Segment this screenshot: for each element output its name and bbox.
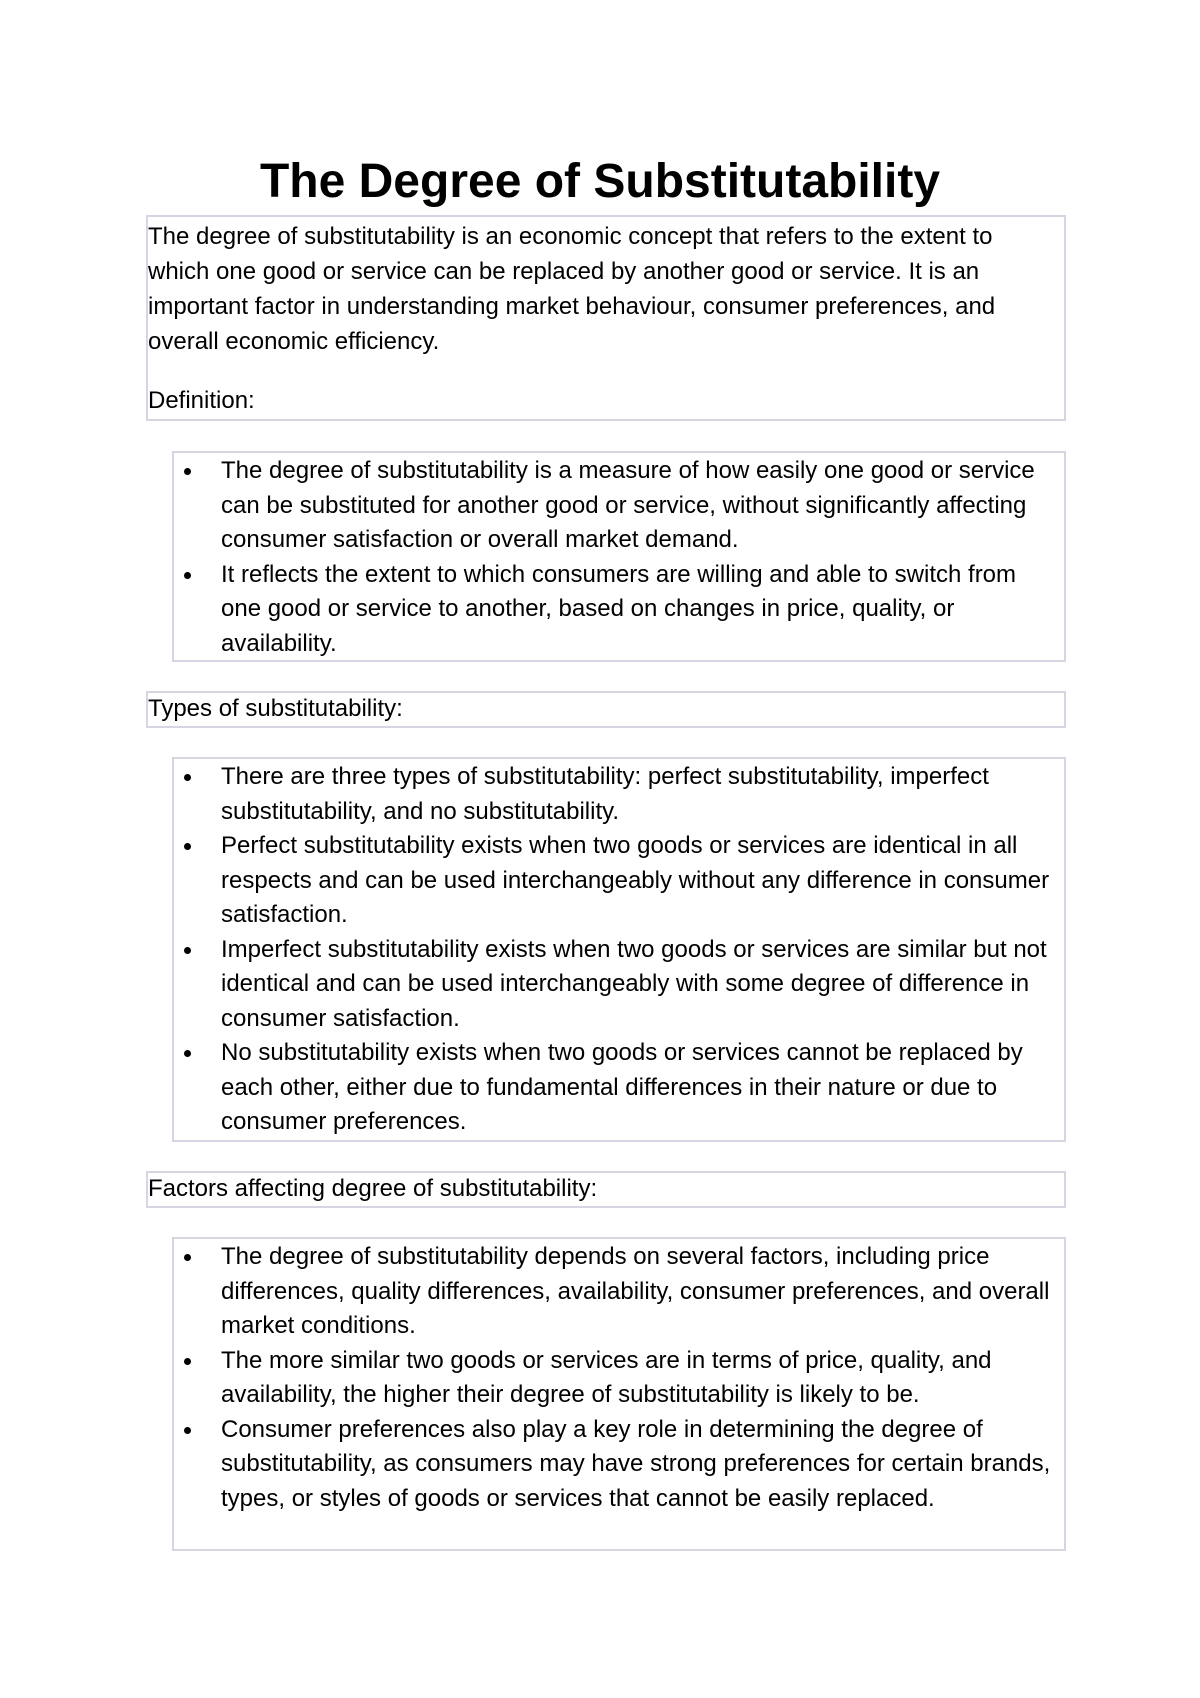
list-item-text: The more similar two goods or services are in terms of price, quality, and availability, the higher their degree of substitutability is likely to be. <box>221 1346 992 1408</box>
list-item-text: Imperfect substitutability exists when two goods or services are similar but not identical and can be used interchangeably with some degree of difference in consumer satisfaction. <box>221 935 1047 1032</box>
page-title: The Degree of Substitutability <box>259 155 941 208</box>
list-item <box>174 454 1060 558</box>
list-item-text: The degree of substitutability is a measure of how easily one good or service can be substituted for another good or service, without significantly affecting consumer satisfaction or overall market demand. <box>221 457 1035 553</box>
list-item <box>174 933 1060 1037</box>
definition-list <box>174 454 1060 661</box>
definition-label: Definition: <box>148 387 255 414</box>
list-item <box>174 760 1060 829</box>
list-item <box>174 829 1060 933</box>
list-item-text: It reflects the extent to which consumers are willing and able to switch from one good or service to another, based on changes in price, quality, or availability. <box>221 560 1017 657</box>
list-item <box>174 558 1060 662</box>
intro-paragraph: The degree of substitutability is an economic concept that refers to the extent to which one good or service can be replaced by another good or service. It is an important factor in understanding market behaviour, consumer preferences, and overall economic efficiency. <box>148 223 996 355</box>
bullet-icon <box>184 774 191 781</box>
bullet-icon <box>184 572 191 579</box>
types-heading-box <box>146 691 1066 728</box>
bullet-icon <box>184 1427 191 1434</box>
types-box <box>172 757 1066 1142</box>
bullet-icon <box>184 468 191 475</box>
list-item <box>174 1413 1060 1517</box>
bullet-icon <box>184 1050 191 1057</box>
list-item <box>174 1036 1060 1140</box>
intro-box <box>146 215 1066 421</box>
list-item-text: The degree of substitutability depends on several factors, including price differences, quality differences, availability, consumer preferences, and overall market conditions. <box>221 1243 1050 1339</box>
list-item-text: There are three types of substitutability: perfect substitutability, imperfect substitutability, and no substitutability. <box>221 763 989 825</box>
types-heading: Types of substitutability: <box>148 695 403 722</box>
bullet-icon <box>184 947 191 954</box>
bullet-icon <box>184 1254 191 1261</box>
factors-box <box>172 1237 1066 1551</box>
list-item <box>174 1344 1060 1413</box>
types-list <box>174 760 1060 1140</box>
list-item <box>174 1240 1060 1344</box>
bullet-icon <box>184 1358 191 1365</box>
list-item-text: No substitutability exists when two goods or services cannot be replaced by each other, either due to fundamental differences in their nature or due to consumer preferences. <box>221 1039 1023 1135</box>
definition-box <box>172 451 1066 662</box>
factors-heading-box <box>146 1171 1066 1208</box>
list-item-text: Consumer preferences also play a key role in determining the degree of substitutability, as consumers may have strong preferences for certain brands, types, or styles of goods or services that cannot be easily replaced. <box>221 1415 1051 1512</box>
list-item-text: Perfect substitutability exists when two goods or services are identical in all respects and can be used interchangeably without any difference in consumer satisfaction. <box>221 832 1050 928</box>
factors-list <box>174 1240 1060 1516</box>
bullet-icon <box>184 843 191 850</box>
factors-heading: Factors affecting degree of substitutability: <box>148 1175 598 1202</box>
